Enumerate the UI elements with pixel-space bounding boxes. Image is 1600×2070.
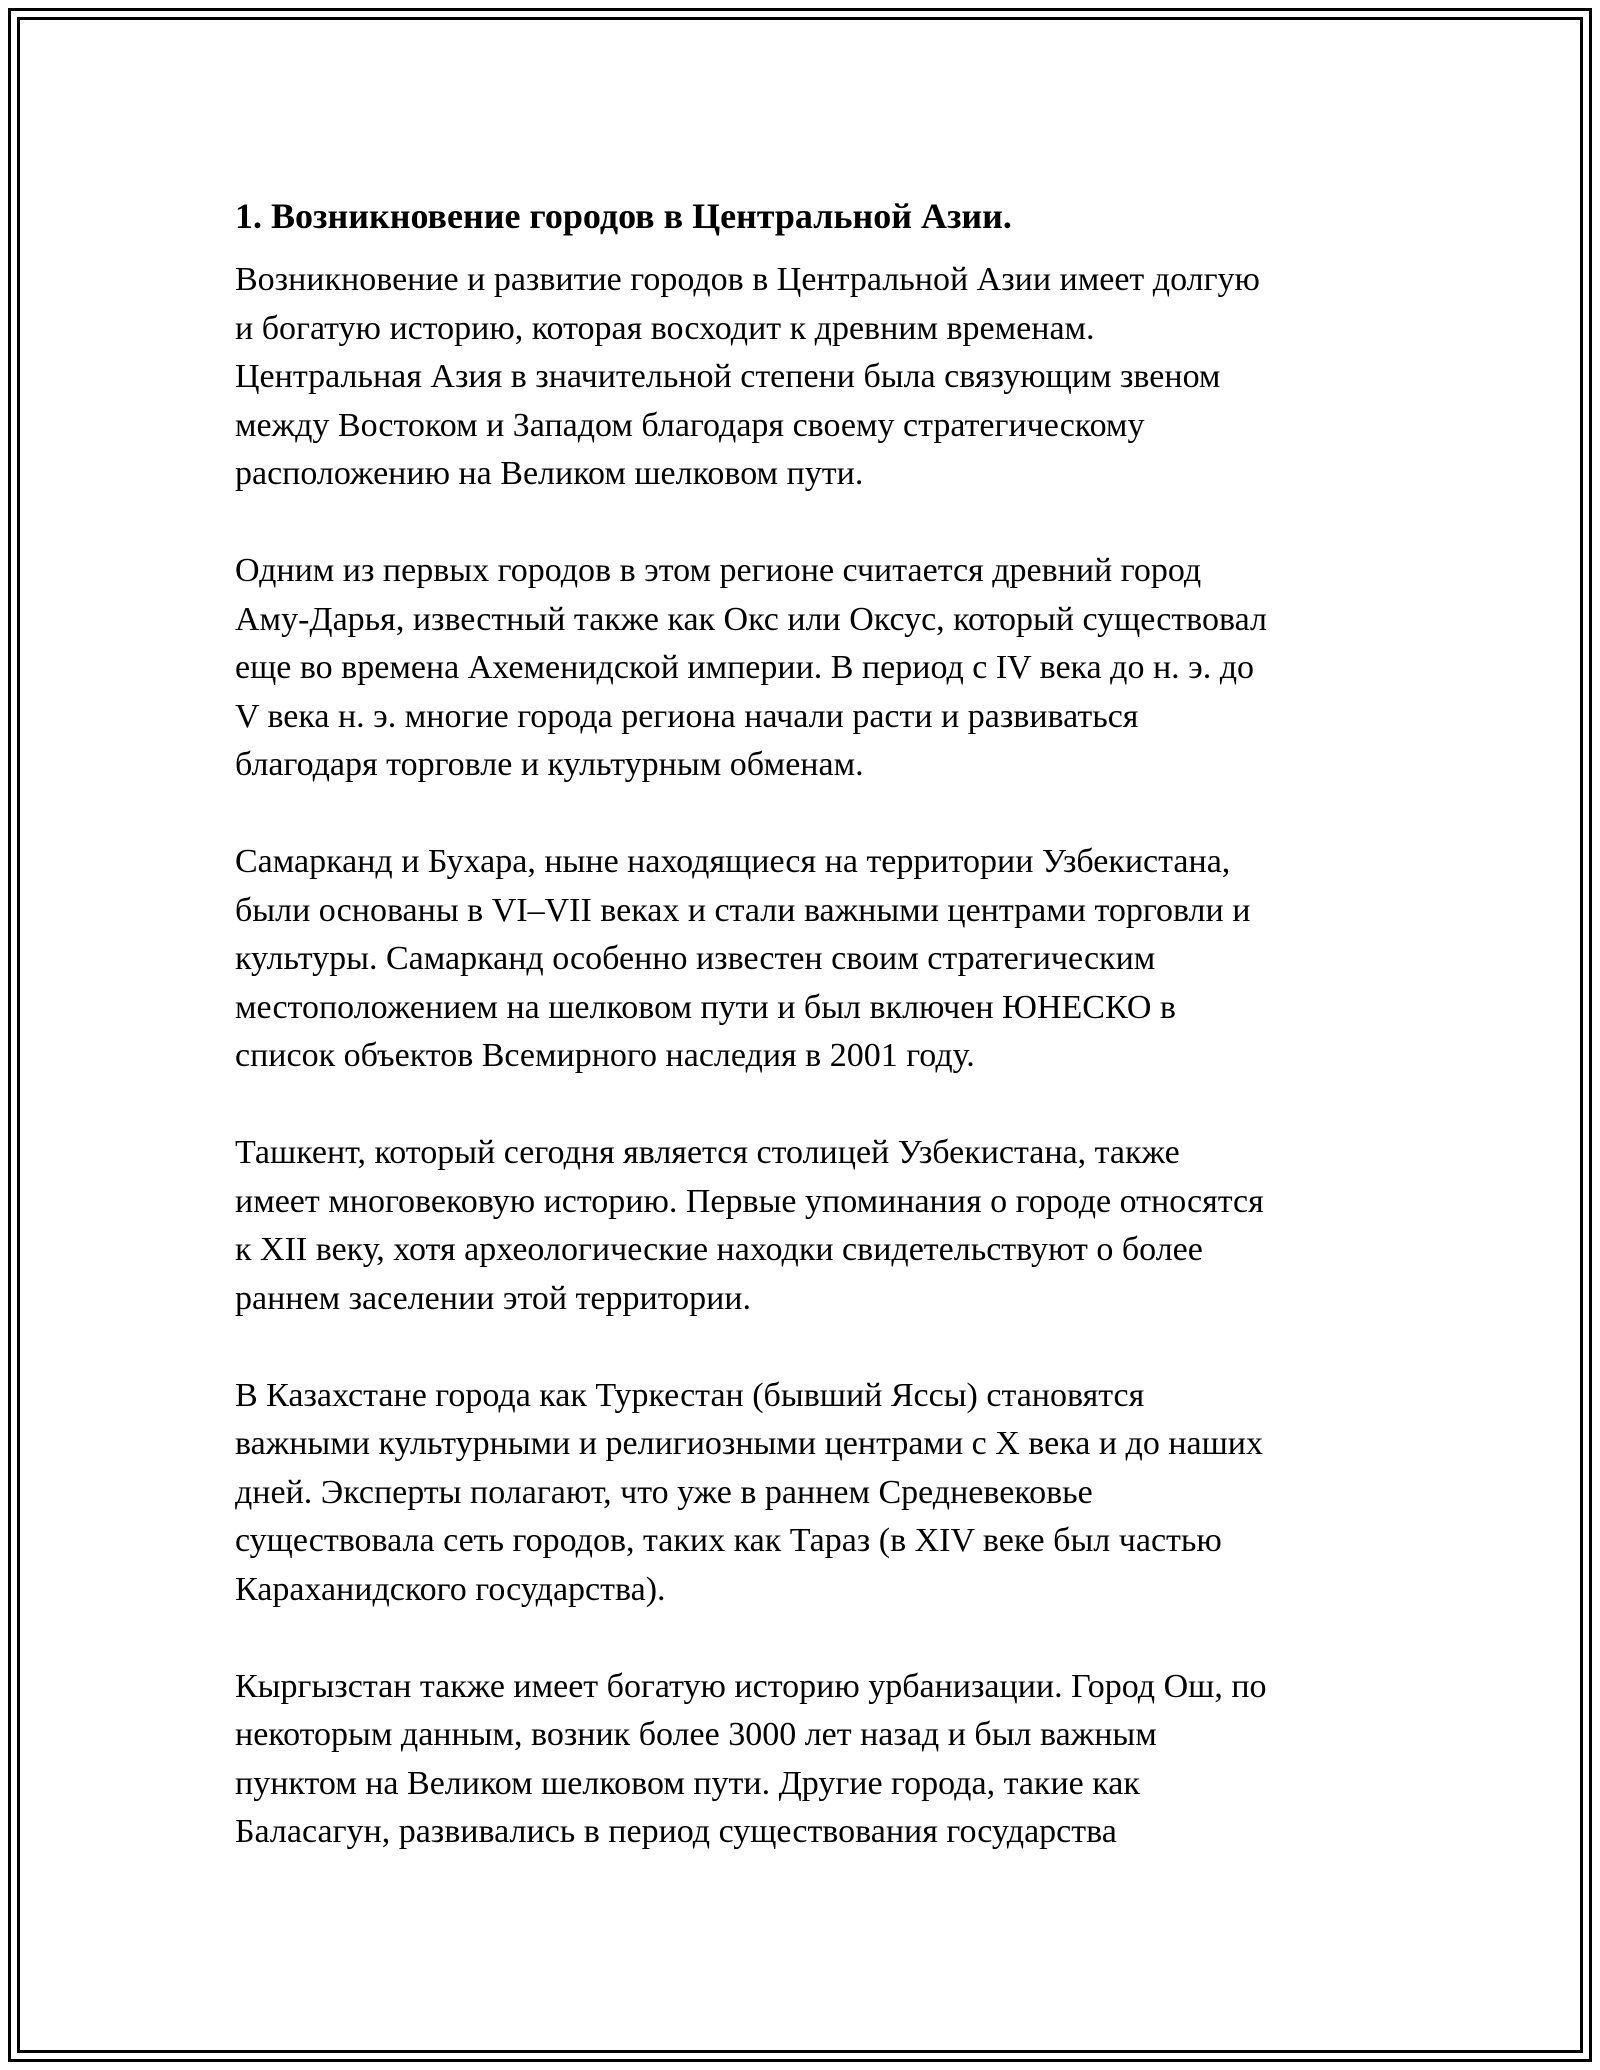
- paragraph-6: Кыргызстан также имеет богатую историю урбанизации. Город Ош, по некоторым данным, возник более 3000 лет назад и был важным пунктом на Великом шелковом пути. Другие города, такие как Баласагун, развивались в период существования государства: [235, 1667, 1267, 1850]
- paragraph-5: В Казахстане города как Туркестан (бывший Яссы) становятся важными культурными и религиозными центрами с X века и до наших дней. Эксперты полагают, что уже в раннем Средневековье существовала сеть городов, таких как Тараз (в XIV веке был частью Караханидского государства).: [235, 1376, 1263, 1608]
- paragraph-4: Ташкент, который сегодня является столицей Узбекистана, также имеет многовековую историю. Первые упоминания о городе относятся к XII веку, хотя археологические находки свидетельствуют о более раннем заселении этой территории.: [235, 1134, 1264, 1317]
- paragraph-1: Возникновение и развитие городов в Центральной Азии имеет долгую и богатую историю, которая восходит к древним временам. Центральная Азия в значительной степени была связующим звеном между Востоком и Западом благодаря своему стратегическому расположению на Великом шелковом пути.: [235, 261, 1260, 492]
- document-page: [235, 188, 1365, 1905]
- document-title: 1. Возникновение городов в Центральной Азии.: [235, 196, 1012, 236]
- paragraph-3: Самарканд и Бухара, ныне находящиеся на территории Узбекистана, были основаны в VI–VII веках и стали важными центрами торговли и культуры. Самарканд особенно известен своим стратегическим местоположением на шелковом пути и был включен ЮНЕСКО в список объектов Всемирного наследия в 2001 году.: [235, 843, 1251, 1074]
- paragraph-2: Одним из первых городов в этом регионе считается древний город Аму-Дарья, известный также как Окс или Оксус, который существовал еще во времена Ахеменидской империи. В период с IV века до н. э. до V века н. э. многие города региона начали расти и развиваться благодаря торговле и культурным обменам.: [235, 552, 1267, 783]
